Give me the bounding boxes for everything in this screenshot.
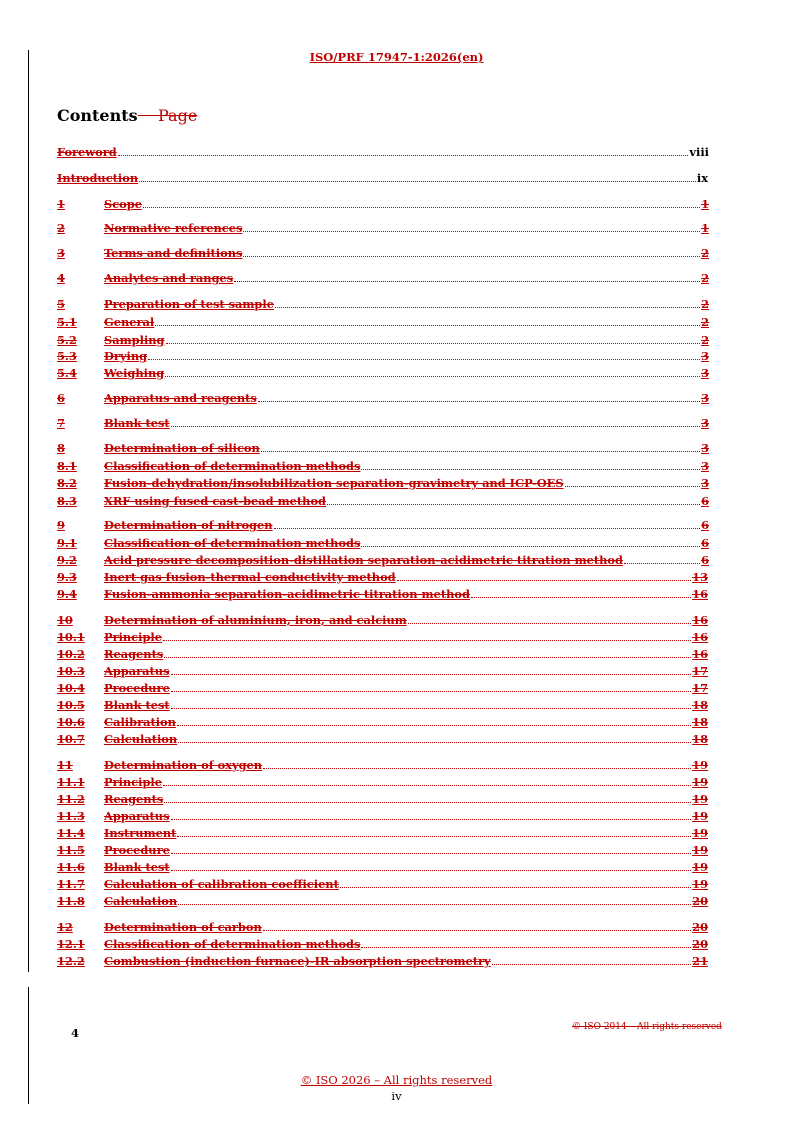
toc-leader bbox=[258, 401, 700, 402]
toc-title: Determination of nitrogen bbox=[104, 518, 273, 532]
toc-number: 11.8 bbox=[57, 894, 85, 908]
toc-entry[interactable] bbox=[57, 698, 708, 712]
toc-leader bbox=[171, 819, 692, 820]
toc-number: 5.3 bbox=[57, 349, 77, 363]
toc-leader bbox=[177, 725, 691, 726]
old-copyright: © ISO 2014 – All rights reserved bbox=[572, 1022, 722, 1032]
toc-number: 9.4 bbox=[57, 587, 77, 601]
toc-number: 11.2 bbox=[57, 792, 85, 806]
toc-number: 8.3 bbox=[57, 494, 77, 508]
toc-page: 19 bbox=[692, 877, 708, 891]
toc-entry[interactable] bbox=[57, 877, 708, 891]
toc-entry[interactable] bbox=[57, 518, 709, 532]
toc-page: 18 bbox=[692, 732, 708, 746]
toc-number: 8.2 bbox=[57, 476, 77, 490]
toc-entry[interactable] bbox=[57, 809, 708, 823]
toc-entry[interactable] bbox=[57, 315, 709, 329]
toc-page: 16 bbox=[692, 647, 708, 661]
toc-leader bbox=[171, 853, 691, 854]
footer-copyright: © ISO 2026 – All rights reserved bbox=[300, 1073, 493, 1087]
toc-number: 6 bbox=[57, 391, 65, 405]
toc-number: 8.1 bbox=[57, 459, 77, 473]
toc-number: 12 bbox=[57, 920, 73, 934]
toc-title: Calculation of calibration coefficient bbox=[104, 877, 339, 891]
toc-number: 10.7 bbox=[57, 732, 85, 746]
toc-page: 3 bbox=[701, 459, 709, 473]
toc-number: 10.6 bbox=[57, 715, 85, 729]
toc-entry[interactable] bbox=[57, 613, 708, 627]
toc-title: Apparatus bbox=[104, 809, 170, 823]
toc-entry[interactable] bbox=[57, 894, 708, 908]
toc-leader bbox=[471, 597, 691, 598]
toc-leader bbox=[164, 657, 691, 658]
toc-title: Fusion-ammonia separation-acidimetric titration method bbox=[104, 587, 470, 601]
toc-title: Apparatus bbox=[104, 664, 170, 678]
toc-title: Instrument bbox=[104, 826, 177, 840]
toc-page: ix bbox=[696, 171, 708, 185]
footer-roman-page: iv bbox=[391, 1089, 402, 1103]
toc-page: 19 bbox=[692, 843, 708, 857]
toc-leader bbox=[624, 563, 700, 564]
toc-number: 11.7 bbox=[57, 877, 85, 891]
toc-number: 11.6 bbox=[57, 860, 85, 874]
toc-page: 3 bbox=[701, 349, 709, 363]
contents-title: Contents bbox=[57, 106, 138, 125]
toc-title: Calculation bbox=[104, 732, 178, 746]
toc-title: Determination of silicon bbox=[104, 441, 260, 455]
toc-entry[interactable] bbox=[57, 366, 709, 380]
toc-leader bbox=[148, 359, 700, 360]
toc-entry[interactable] bbox=[57, 954, 708, 968]
toc-number: 5.2 bbox=[57, 333, 77, 347]
toc-page: 16 bbox=[692, 613, 708, 627]
toc-title: Reagents bbox=[104, 647, 164, 661]
toc-page: 20 bbox=[692, 937, 708, 951]
toc-title: Classification of determination methods bbox=[104, 459, 361, 473]
toc-title: Analytes and ranges bbox=[104, 271, 234, 285]
toc-number: 5.1 bbox=[57, 315, 77, 329]
toc-page: 16 bbox=[692, 630, 708, 644]
toc-number: 10.2 bbox=[57, 647, 85, 661]
toc-entry[interactable] bbox=[57, 715, 708, 729]
toc-page: 17 bbox=[692, 681, 708, 695]
toc-entry[interactable] bbox=[57, 476, 709, 490]
toc-title: Combustion (induction furnace)-IR absorption spectrometry bbox=[104, 954, 491, 968]
toc-number: 10.3 bbox=[57, 664, 85, 678]
toc-entry[interactable] bbox=[57, 570, 708, 584]
toc-page: 2 bbox=[701, 333, 709, 347]
toc-entry[interactable] bbox=[57, 775, 708, 789]
toc-number: 9.2 bbox=[57, 553, 77, 567]
toc-title: Acid pressure decomposition-distillation separation-acidimetric titration method bbox=[104, 553, 623, 567]
toc-title: Determination of oxygen bbox=[104, 758, 263, 772]
toc-leader bbox=[361, 546, 700, 547]
toc-entry[interactable] bbox=[57, 843, 708, 857]
toc-title: Introduction bbox=[57, 171, 139, 185]
toc-leader bbox=[408, 623, 691, 624]
toc-number: 10 bbox=[57, 613, 73, 627]
toc-page: 3 bbox=[701, 476, 709, 490]
toc-title: Drying bbox=[104, 349, 148, 363]
toc-title: Apparatus and reagents bbox=[104, 391, 257, 405]
toc-number: 11.4 bbox=[57, 826, 85, 840]
toc-leader bbox=[155, 325, 700, 326]
toc-entry[interactable] bbox=[57, 630, 708, 644]
toc-number: 11.5 bbox=[57, 843, 85, 857]
toc-page: 19 bbox=[692, 792, 708, 806]
toc-leader bbox=[274, 528, 701, 529]
toc-entry[interactable] bbox=[57, 587, 708, 601]
toc-page: 6 bbox=[701, 494, 709, 508]
toc-entry[interactable] bbox=[57, 937, 708, 951]
toc-entry[interactable] bbox=[57, 197, 709, 211]
page-column-label: Page bbox=[157, 106, 198, 125]
toc-title: Calculation bbox=[104, 894, 178, 908]
toc-page: 3 bbox=[701, 391, 709, 405]
toc-leader bbox=[178, 742, 691, 743]
toc-leader bbox=[565, 486, 701, 487]
toc-entry[interactable] bbox=[57, 494, 709, 508]
toc-entry[interactable] bbox=[57, 792, 708, 806]
toc-number: 1 bbox=[57, 197, 65, 211]
toc-leader bbox=[166, 343, 701, 344]
toc-page: 3 bbox=[701, 416, 709, 430]
toc-title: Classification of determination methods bbox=[104, 536, 361, 550]
toc-leader bbox=[118, 155, 689, 156]
toc-entry[interactable] bbox=[57, 860, 708, 874]
toc-title: XRF using fused cast-bead method bbox=[104, 494, 327, 508]
toc-leader bbox=[397, 580, 692, 581]
toc-page: 13 bbox=[692, 570, 708, 584]
toc-page: 2 bbox=[701, 271, 709, 285]
toc-entry[interactable] bbox=[57, 333, 709, 347]
toc-leader bbox=[263, 768, 691, 769]
toc-title: Foreword bbox=[57, 145, 117, 159]
toc-title: Principle bbox=[104, 775, 162, 789]
toc-title: Scope bbox=[104, 197, 142, 211]
toc-title: Blank test bbox=[104, 698, 170, 712]
toc-leader bbox=[178, 904, 691, 905]
toc-title: Blank test bbox=[104, 860, 170, 874]
toc-leader bbox=[164, 802, 691, 803]
toc-title: Procedure bbox=[104, 843, 170, 857]
toc-page: 1 bbox=[701, 197, 709, 211]
toc-number: 5 bbox=[57, 297, 65, 311]
toc-leader bbox=[163, 785, 691, 786]
toc-page: 16 bbox=[692, 587, 708, 601]
toc-page: 17 bbox=[692, 664, 708, 678]
toc-title: Principle bbox=[104, 630, 162, 644]
toc-entry[interactable] bbox=[57, 145, 709, 159]
toc-leader bbox=[340, 887, 691, 888]
toc-title: Sampling bbox=[104, 333, 165, 347]
toc-page: 6 bbox=[701, 536, 709, 550]
toc-page: 2 bbox=[701, 297, 709, 311]
toc-page: 19 bbox=[692, 775, 708, 789]
toc-entry[interactable] bbox=[57, 664, 708, 678]
toc-leader bbox=[243, 256, 700, 257]
toc-leader bbox=[243, 231, 700, 232]
toc-page: viii bbox=[689, 145, 709, 159]
toc-page: 6 bbox=[701, 518, 709, 532]
toc-leader bbox=[361, 947, 691, 948]
toc-entry[interactable] bbox=[57, 416, 709, 430]
toc-title: Inert gas fusion-thermal conductivity method bbox=[104, 570, 396, 584]
toc-entry[interactable] bbox=[57, 459, 709, 473]
toc-title: Classification of determination methods bbox=[104, 937, 361, 951]
toc-number: 10.1 bbox=[57, 630, 85, 644]
toc-entry[interactable] bbox=[57, 826, 708, 840]
toc-leader bbox=[143, 207, 700, 208]
toc-leader bbox=[171, 870, 691, 871]
toc-leader bbox=[171, 426, 700, 427]
toc-entry[interactable] bbox=[57, 391, 709, 405]
toc-title: Determination of carbon bbox=[104, 920, 262, 934]
toc-number: 10.4 bbox=[57, 681, 85, 695]
toc-number: 9 bbox=[57, 518, 65, 532]
toc-page: 3 bbox=[701, 366, 709, 380]
toc-title: Terms and definitions bbox=[104, 246, 243, 260]
toc-title: Blank test bbox=[104, 416, 170, 430]
toc-entry[interactable] bbox=[57, 297, 709, 311]
toc-entry[interactable] bbox=[57, 349, 709, 363]
toc-page: 21 bbox=[692, 954, 708, 968]
toc-page: 2 bbox=[701, 315, 709, 329]
toc-leader bbox=[139, 181, 696, 182]
toc-page: 3 bbox=[701, 441, 709, 455]
toc-title: Weighing bbox=[104, 366, 165, 380]
toc-entry[interactable] bbox=[57, 758, 708, 772]
toc-number: 7 bbox=[57, 416, 65, 430]
toc-leader bbox=[492, 964, 691, 965]
toc-leader bbox=[171, 691, 691, 692]
toc-number: 11 bbox=[57, 758, 73, 772]
page-number: 4 bbox=[71, 1026, 80, 1040]
toc-entry[interactable] bbox=[57, 647, 708, 661]
toc-entry[interactable] bbox=[57, 221, 709, 235]
toc-entry[interactable] bbox=[57, 681, 708, 695]
toc-title: Calibration bbox=[104, 715, 176, 729]
contents-heading bbox=[57, 106, 197, 125]
toc-page: 19 bbox=[692, 860, 708, 874]
toc-leader bbox=[275, 307, 700, 308]
toc-page: 19 bbox=[692, 809, 708, 823]
toc-entry[interactable] bbox=[57, 553, 709, 567]
toc-leader bbox=[261, 451, 700, 452]
toc-number: 4 bbox=[57, 271, 65, 285]
toc-entry[interactable] bbox=[57, 536, 709, 550]
toc-leader bbox=[163, 640, 691, 641]
toc-entry[interactable] bbox=[57, 271, 709, 285]
toc-leader bbox=[263, 930, 691, 931]
toc-page: 20 bbox=[692, 920, 708, 934]
toc-leader bbox=[361, 469, 700, 470]
toc-page: 19 bbox=[692, 758, 708, 772]
toc-leader bbox=[327, 504, 700, 505]
toc-leader bbox=[171, 674, 692, 675]
toc-entry[interactable] bbox=[57, 171, 708, 185]
toc-page: 18 bbox=[692, 698, 708, 712]
toc-number: 12.2 bbox=[57, 954, 85, 968]
toc-number: 9.1 bbox=[57, 536, 77, 550]
toc-page: 18 bbox=[692, 715, 708, 729]
toc-leader bbox=[165, 376, 700, 377]
toc-number: 8 bbox=[57, 441, 65, 455]
toc-page: 2 bbox=[701, 246, 709, 260]
toc-number: 11.3 bbox=[57, 809, 85, 823]
toc-number: 11.1 bbox=[57, 775, 85, 789]
toc-number: 12.1 bbox=[57, 937, 85, 951]
toc-title: Determination of aluminium, iron, and calcium bbox=[104, 613, 407, 627]
toc-number: 2 bbox=[57, 221, 65, 235]
toc-page: 1 bbox=[701, 221, 709, 235]
toc-title: Fusion-dehydration/insolubilization separation-gravimetry and ICP-OES bbox=[104, 476, 564, 490]
toc-entry[interactable] bbox=[57, 732, 708, 746]
toc-page: 6 bbox=[701, 553, 709, 567]
change-bar-top bbox=[28, 50, 29, 972]
toc-number: 9.3 bbox=[57, 570, 77, 584]
toc-entry[interactable] bbox=[57, 246, 709, 260]
toc-title: Procedure bbox=[104, 681, 170, 695]
toc-title: General bbox=[104, 315, 155, 329]
toc-number: 5.4 bbox=[57, 366, 77, 380]
toc-title: Normative references bbox=[104, 221, 243, 235]
toc-leader bbox=[171, 708, 691, 709]
toc-page: 19 bbox=[692, 826, 708, 840]
toc-entry[interactable] bbox=[57, 441, 709, 455]
toc-page: 20 bbox=[692, 894, 708, 908]
toc-leader bbox=[177, 836, 691, 837]
toc-leader bbox=[234, 281, 700, 282]
toc-number: 3 bbox=[57, 246, 65, 260]
toc-number: 10.5 bbox=[57, 698, 85, 712]
toc-title: Reagents bbox=[104, 792, 164, 806]
toc-title: Preparation of test sample bbox=[104, 297, 274, 311]
document-id-header: ISO/PRF 17947-1:2026(en) bbox=[309, 50, 484, 64]
toc-entry[interactable] bbox=[57, 920, 708, 934]
